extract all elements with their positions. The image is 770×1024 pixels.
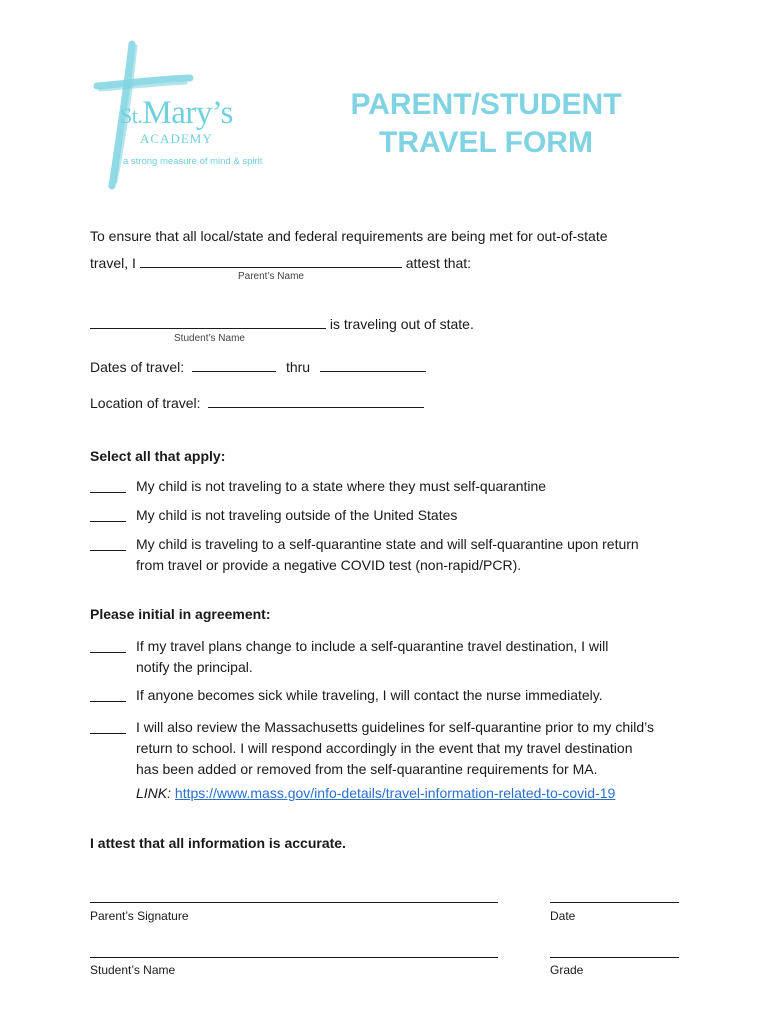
date-line[interactable] (550, 902, 679, 903)
select-item-3 (136, 534, 676, 576)
parent-name-caption: Parent’s Name (238, 271, 304, 282)
student-line-text: is traveling out of state. (329, 316, 474, 332)
initial-item-3-text-1: I will also review the Massachusetts guidelines for self-quarantine prior to my child’s (136, 719, 654, 735)
location-field[interactable] (208, 394, 424, 408)
student-name-line[interactable] (90, 957, 498, 958)
title-line-2: TRAVEL FORM (379, 126, 593, 159)
location-label: Location of travel: (90, 395, 201, 411)
student-name-field[interactable] (90, 315, 326, 329)
attest-statement: I attest that all information is accurate. (90, 835, 346, 851)
select-heading: Select all that apply: (90, 448, 226, 464)
parent-signature-line[interactable] (90, 902, 498, 903)
dates-label: Dates of travel: (90, 359, 185, 375)
logo-tagline: a strong measure of mind & spirit (123, 156, 263, 167)
parent-signature-label: Parent’s Signature (90, 909, 189, 923)
initial-item-3-text-2: return to school. I will respond accordingly in the event that my travel destination (136, 740, 633, 756)
select-item-3-blank[interactable] (90, 536, 126, 551)
title-line-1: PARENT/STUDENT (350, 88, 622, 121)
initial-item-1-blank[interactable] (90, 638, 126, 653)
grade-label: Grade (550, 963, 584, 977)
select-item-2 (136, 505, 676, 526)
student-name-label: Student’s Name (90, 963, 176, 977)
initial-item-1 (136, 636, 676, 678)
initial-item-3 (136, 717, 676, 780)
intro-prefix: travel, I (90, 255, 136, 271)
select-item-1 (136, 476, 676, 497)
student-line (90, 315, 474, 332)
covid-travel-link[interactable]: https://www.mass.gov/info-details/travel-information-related-to-covid-19 (174, 785, 616, 801)
initial-heading: Please initial in agreement: (90, 606, 271, 622)
initial-item-3-text-3: has been added or removed from the self-quarantine requirements for MA. (136, 761, 598, 777)
date-from-field[interactable] (192, 358, 276, 372)
intro-suffix: attest that: (405, 255, 472, 271)
select-item-1-text: My child is not traveling to a state where they must self-quarantine (136, 478, 547, 494)
dates-line (90, 358, 426, 375)
initial-item-2-text: If anyone becomes sick while traveling, I will contact the nurse immediately. (136, 687, 603, 703)
grade-line[interactable] (550, 957, 679, 958)
select-item-1-blank[interactable] (90, 478, 126, 493)
logo-academy: ACADEMY (140, 131, 213, 146)
initial-item-3-blank[interactable] (90, 719, 126, 734)
intro-text: To ensure that all local/state and federal requirements are being met for out-of-state (90, 228, 608, 244)
initial-item-1-text-1: If my travel plans change to include a self-quarantine travel destination, I will (136, 638, 609, 654)
form-title (300, 86, 672, 162)
initial-item-2 (136, 685, 676, 706)
parent-name-field[interactable] (140, 254, 402, 268)
date-label: Date (550, 909, 576, 923)
select-item-3-text-1: My child is traveling to a self-quarantine state and will self-quarantine upon return (136, 536, 639, 552)
link-label: LINK: (136, 785, 172, 801)
dates-thru: thru (285, 359, 311, 375)
initial-item-2-blank[interactable] (90, 687, 126, 702)
intro-parent-line (90, 254, 471, 271)
logo-name: St.Mary’s (120, 95, 233, 131)
link-line (136, 785, 615, 801)
select-item-3-text-2: from travel or provide a negative COVID test (non-rapid/PCR). (136, 557, 522, 573)
select-item-2-blank[interactable] (90, 507, 126, 522)
student-name-caption: Student’s Name (174, 333, 245, 344)
location-line (90, 394, 424, 411)
date-to-field[interactable] (320, 358, 426, 372)
select-item-2-text: My child is not traveling outside of the United States (136, 507, 458, 523)
initial-item-1-text-2: notify the principal. (136, 659, 253, 675)
